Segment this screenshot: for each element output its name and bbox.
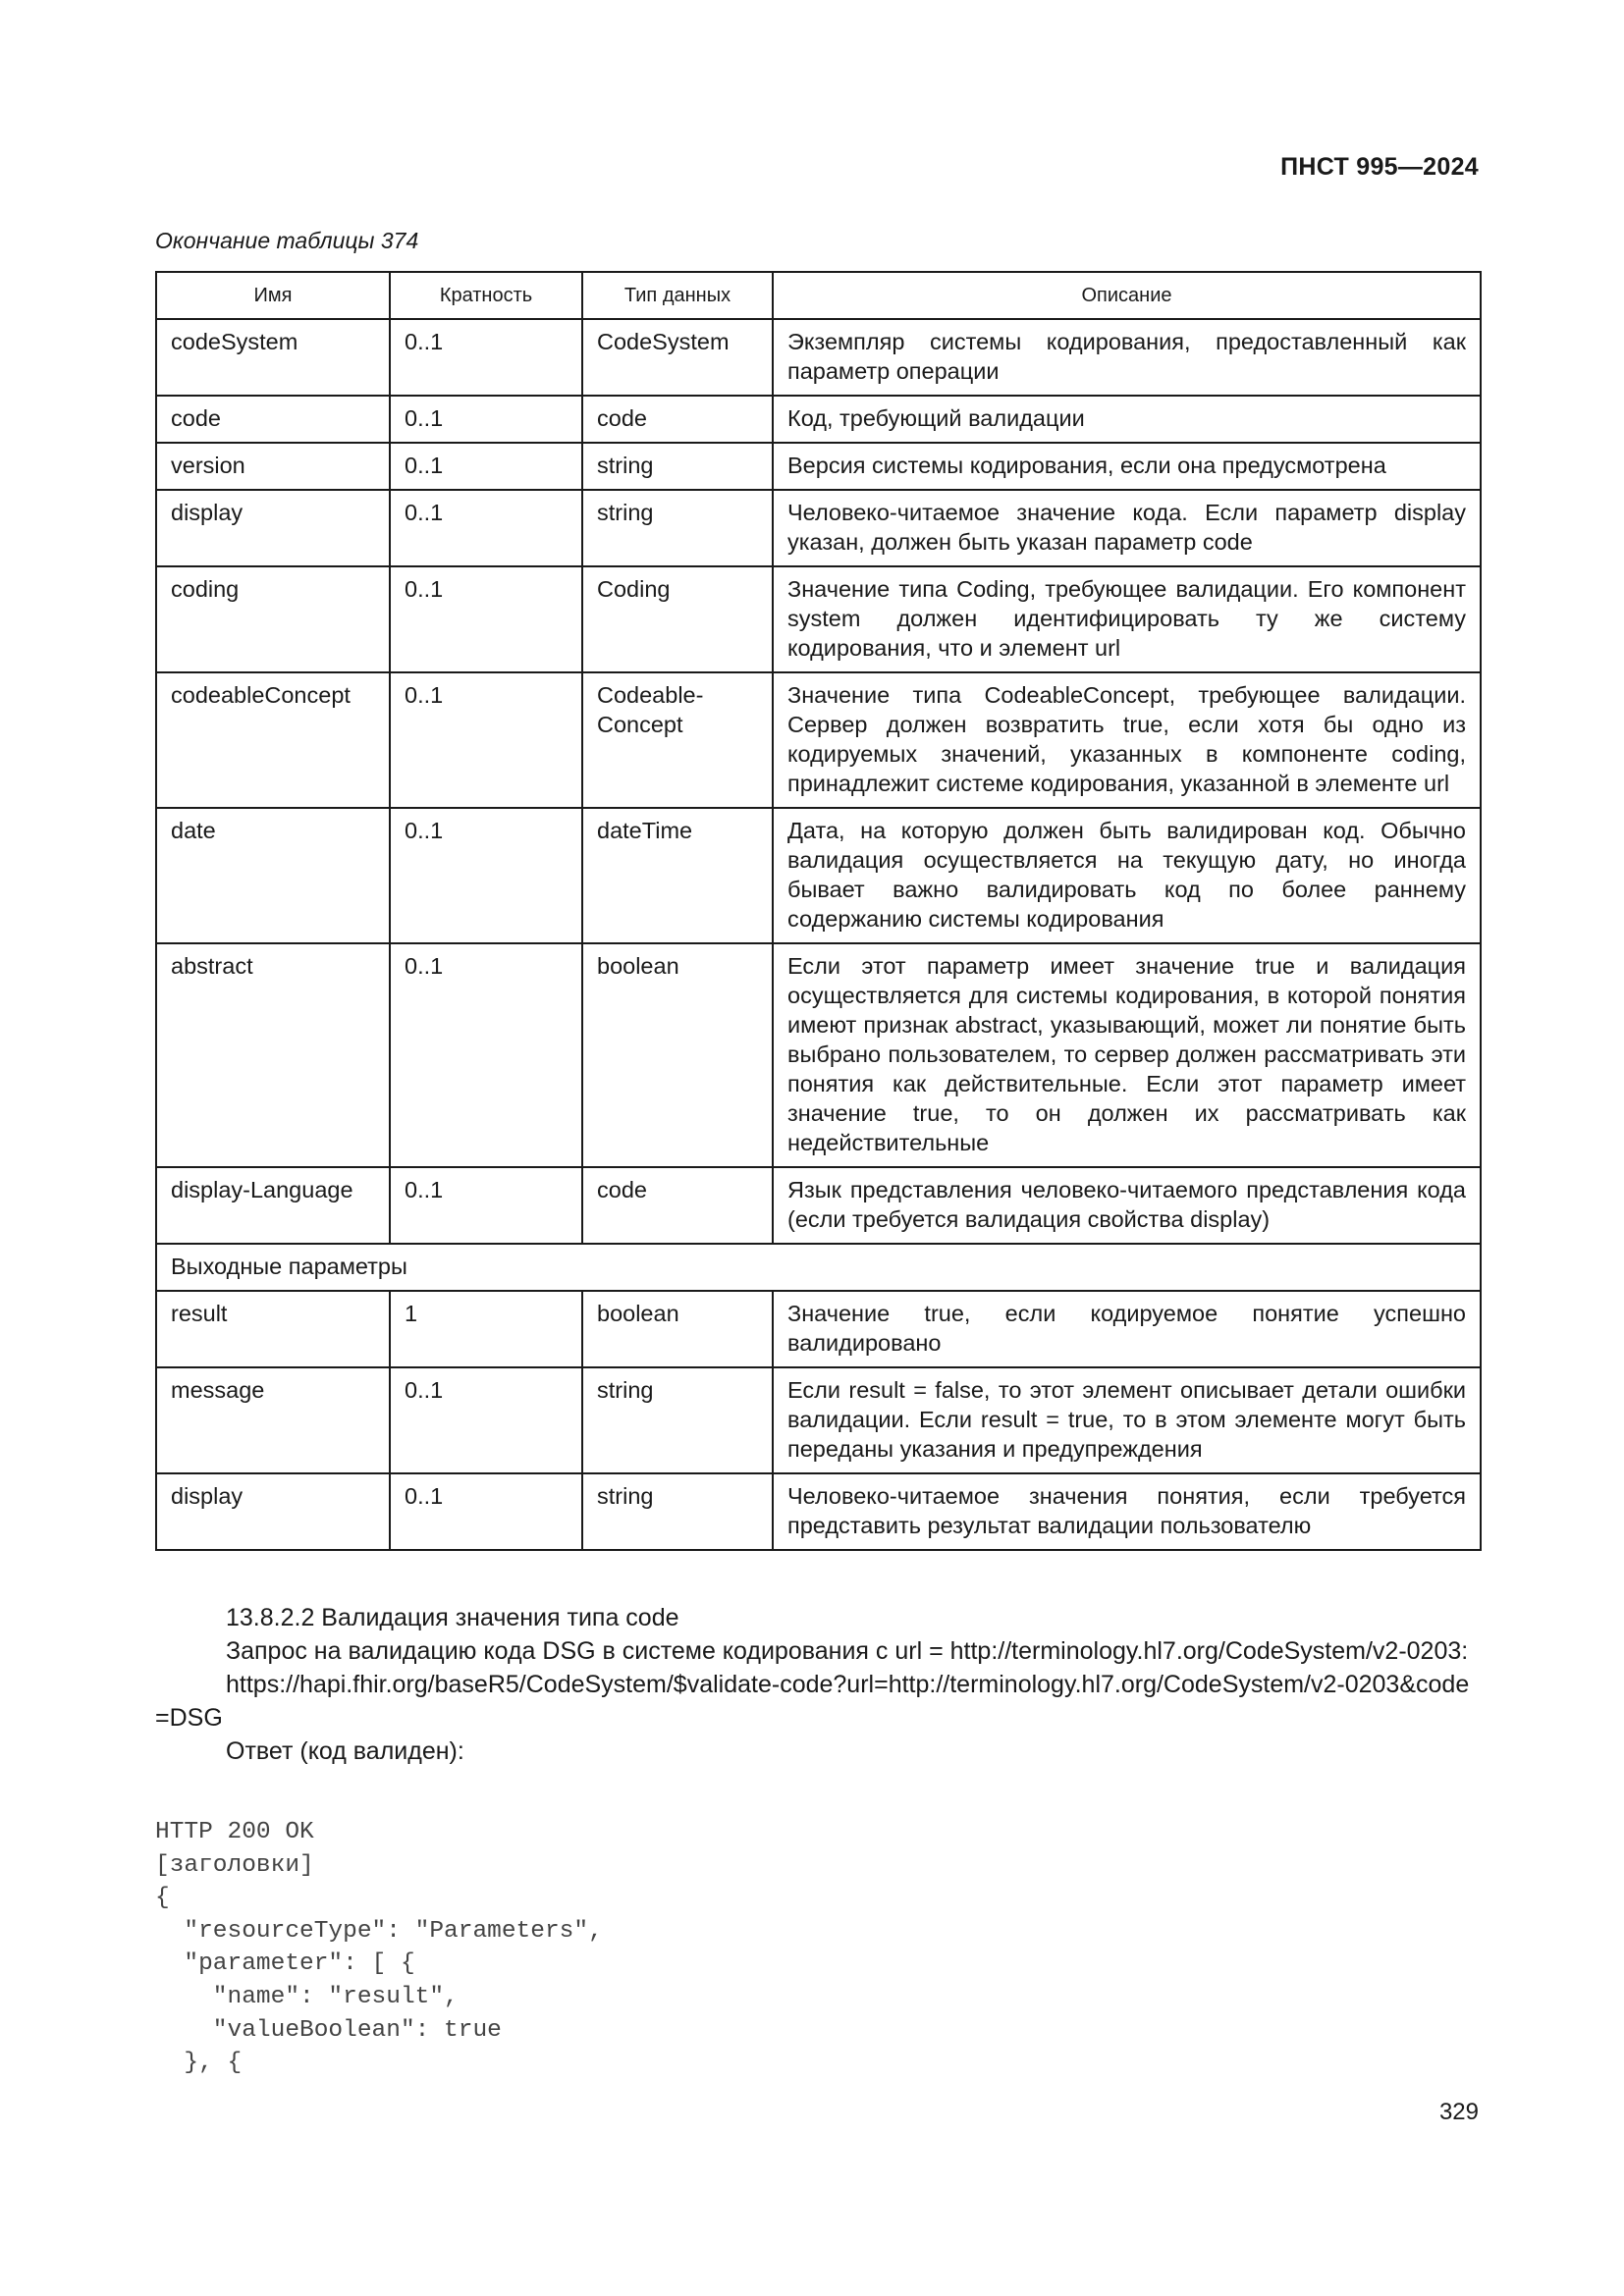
table-row — [156, 566, 1481, 672]
table-row — [156, 1367, 1481, 1473]
code-line: "resourceType": "Parameters", — [155, 1917, 603, 1945]
description-cell: Значение true, если кодируемое понятие успешно валидировано — [773, 1291, 1481, 1367]
cardinality-cell: 0..1 — [390, 566, 582, 672]
request-description: Запрос на валидацию кода DSG в системе кодирования с url = http://terminology.hl7.org/CodeSystem/v2-0203: — [226, 1637, 1469, 1665]
data-type-cell: code — [582, 396, 773, 443]
table-row — [156, 943, 1481, 1167]
description-cell: Человеко-читаемое значение кода. Если параметр display указан, должен быть указан параметр code — [773, 490, 1481, 566]
param-name-cell: codeSystem — [156, 319, 390, 396]
data-type-cell: code — [582, 1167, 773, 1244]
table-header — [156, 272, 1481, 319]
description-cell: Экземпляр системы кодирования, предоставленный как параметр операции — [773, 319, 1481, 396]
cardinality-cell: 0..1 — [390, 672, 582, 808]
table-row — [156, 672, 1481, 808]
data-type-cell: Codeable-Concept — [582, 672, 773, 808]
code-line: "parameter": [ { — [155, 1950, 415, 1978]
output-parameters-label: Выходные параметры — [156, 1244, 1481, 1291]
data-type-cell: Coding — [582, 566, 773, 672]
page-number: 329 — [1438, 2099, 1479, 2125]
description-cell: Значение типа Coding, требующее валидации. Его компонент system должен идентифицировать ту же систему кодирования, что и элемент url — [773, 566, 1481, 672]
table-row — [156, 1473, 1481, 1550]
table-row — [156, 319, 1481, 396]
request-url: https://hapi.fhir.org/baseR5/CodeSystem/$validate-code?url=http://terminology.hl7.org/CodeSystem/v2-0203&code=DSG — [155, 1671, 1470, 1732]
code-line: { — [155, 1885, 170, 1912]
column-header-description: Описание — [773, 272, 1481, 319]
description-cell: Язык представления человеко-читаемого представления кода (если требуется валидация свойства display) — [773, 1167, 1481, 1244]
data-type-cell: string — [582, 1473, 773, 1550]
code-line: HTTP 200 OK — [155, 1819, 314, 1845]
data-type-cell: dateTime — [582, 808, 773, 943]
param-name-cell: message — [156, 1367, 390, 1473]
description-cell: Версия системы кодирования, если она предусмотрена — [773, 443, 1481, 490]
cardinality-cell: 0..1 — [390, 443, 582, 490]
response-label: Ответ (код валиден): — [226, 1737, 464, 1765]
code-line: [заголовки] — [155, 1851, 314, 1879]
description-cell: Значение типа CodeableConcept, требующее валидации. Сервер должен возвратить true, если хотя бы одно из кодируемых значений, указанных в компоненте coding, принадлежит системе кодирования, указанной в элементе url — [773, 672, 1481, 808]
param-name-cell: version — [156, 443, 390, 490]
column-header-type: Тип данных — [582, 272, 773, 319]
param-name-cell: code — [156, 396, 390, 443]
code-line: }, { — [155, 2050, 243, 2077]
code-line: "valueBoolean": true — [155, 2016, 502, 2044]
code-line: "name": "result", — [155, 1983, 459, 2010]
cardinality-cell: 0..1 — [390, 396, 582, 443]
cardinality-cell: 0..1 — [390, 490, 582, 566]
data-type-cell: CodeSystem — [582, 319, 773, 396]
cardinality-cell: 1 — [390, 1291, 582, 1367]
section-heading: 13.8.2.2 Валидация значения типа code — [226, 1604, 679, 1631]
param-name-cell: date — [156, 808, 390, 943]
table-body — [156, 319, 1481, 1550]
param-name-cell: coding — [156, 566, 390, 672]
table-row — [156, 396, 1481, 443]
cardinality-cell: 0..1 — [390, 1473, 582, 1550]
data-type-cell: boolean — [582, 943, 773, 1167]
cardinality-cell: 0..1 — [390, 943, 582, 1167]
document-id: ПНСТ 995—2024 — [1280, 153, 1479, 181]
data-type-cell: boolean — [582, 1291, 773, 1367]
column-header-cardinality: Кратность — [390, 272, 582, 319]
table-row — [156, 443, 1481, 490]
description-cell: Человеко-читаемое значения понятия, если требуется представить результат валидации пользователю — [773, 1473, 1481, 1550]
table-row — [156, 1291, 1481, 1367]
section-row — [156, 1244, 1481, 1291]
param-name-cell: codeableConcept — [156, 672, 390, 808]
column-header-name: Имя — [156, 272, 390, 319]
cardinality-cell: 0..1 — [390, 1167, 582, 1244]
cardinality-cell: 0..1 — [390, 808, 582, 943]
param-name-cell: display — [156, 1473, 390, 1550]
param-name-cell: display-Language — [156, 1167, 390, 1244]
description-cell: Если этот параметр имеет значение true и валидация осуществляется для системы кодирования, в которой понятия имеют признак abstract, указывающий, может ли понятие быть выбрано пользователем, то сервер должен рассматривать эти понятия как действительные. Если этот параметр имеет значение true, то он должен их рассматривать как недействительные — [773, 943, 1481, 1167]
section-text — [155, 1601, 1480, 1768]
data-type-cell: string — [582, 443, 773, 490]
table-row — [156, 490, 1481, 566]
table-caption: Окончание таблицы 374 — [155, 228, 419, 253]
parameters-table — [155, 271, 1482, 1551]
description-cell: Дата, на которую должен быть валидирован код. Обычно валидация осуществляется на текущую дату, но иногда бывает важно валидировать код по более раннему содержанию системы кодирования — [773, 808, 1481, 943]
cardinality-cell: 0..1 — [390, 1367, 582, 1473]
header-row — [156, 272, 1481, 319]
cardinality-cell: 0..1 — [390, 319, 582, 396]
data-type-cell: string — [582, 1367, 773, 1473]
param-name-cell: display — [156, 490, 390, 566]
data-type-cell: string — [582, 490, 773, 566]
table-row — [156, 1167, 1481, 1244]
param-name-cell: abstract — [156, 943, 390, 1167]
table-row — [156, 808, 1481, 943]
description-cell: Код, требующий валидации — [773, 396, 1481, 443]
description-cell: Если result = false, то этот элемент описывает детали ошибки валидации. Если result = true, то в этом элементе могут быть переданы указания и предупреждения — [773, 1367, 1481, 1473]
code-block — [155, 1816, 603, 2080]
param-name-cell: result — [156, 1291, 390, 1367]
